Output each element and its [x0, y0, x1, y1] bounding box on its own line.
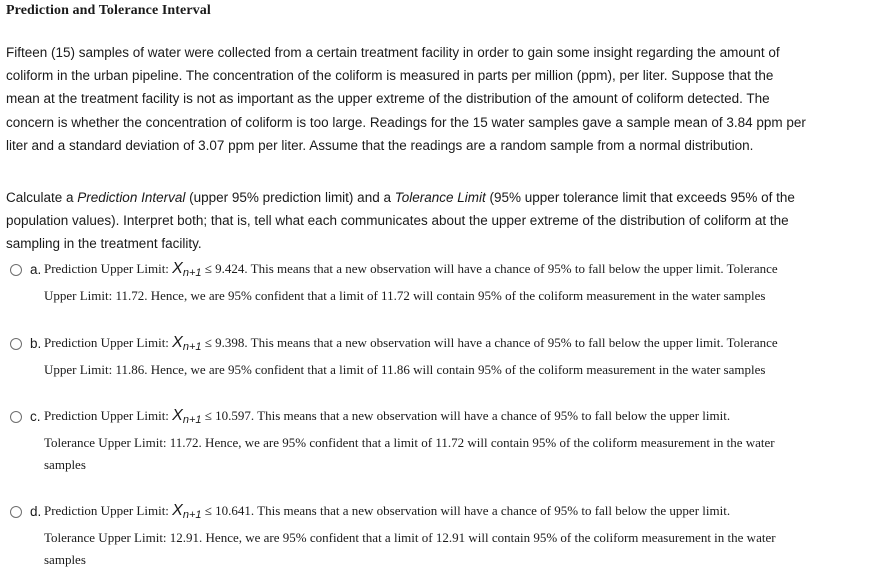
- option-line: samples: [44, 457, 86, 472]
- prediction-bound: ≤ 10.597. This means that a new observation will have a chance of 95% to fall below the upper limit.: [201, 408, 731, 423]
- prediction-label: Prediction Upper Limit:: [44, 408, 173, 423]
- option-line: samples: [44, 552, 86, 567]
- x-subscript: n+1: [182, 341, 202, 353]
- option-line: Tolerance Upper Limit: 12.91. Hence, we are 95% confident that a limit of 12.91 will contain 95% of the coliform measurement in the water: [44, 530, 776, 545]
- radio-button-c[interactable]: [10, 411, 22, 423]
- prediction-label: Prediction Upper Limit:: [44, 261, 173, 276]
- option-text: [44, 262, 882, 309]
- statement-line: coliform in the urban pipeline. The concentration of the coliform is measured in parts per million (ppm), per liter. Suppose that the: [6, 68, 774, 84]
- problem-statement: [6, 41, 878, 157]
- x-subscript: n+1: [182, 414, 202, 426]
- prediction-bound: ≤ 10.641. This means that a new observation will have a chance of 95% to fall below the upper limit.: [201, 503, 731, 518]
- radio-button-a[interactable]: [10, 264, 22, 276]
- option-line: [44, 330, 882, 357]
- prediction-label: Prediction Upper Limit:: [44, 335, 173, 350]
- option-line: Upper Limit: 11.86. Hence, we are 95% confident that a limit of 11.86 will contain 95% of the coliform measurement in the water samples: [44, 362, 766, 377]
- option-letter: d.: [30, 504, 42, 519]
- question-title: Prediction and Tolerance Interval: [6, 3, 211, 18]
- option-text: [44, 504, 882, 573]
- x-variable: X: [172, 407, 183, 424]
- x-variable: X: [172, 502, 183, 519]
- prediction-bound: ≤ 9.424. This means that a new observation will have a chance of 95% to fall below the upper limit. Tolerance: [201, 261, 778, 276]
- radio-button-d[interactable]: [10, 506, 22, 518]
- option-text: [44, 409, 882, 478]
- prompt-mid: (upper 95% prediction limit) and a: [185, 190, 395, 205]
- prompt-line: [6, 186, 878, 209]
- option-line: [44, 498, 882, 525]
- x-variable: X: [172, 334, 183, 351]
- prompt-line: population values). Interpret both; that is, tell what each communicates about the upper extreme of the distribution of coliform at the: [6, 213, 789, 229]
- prompt-line: sampling in the treatment facility.: [6, 236, 202, 252]
- statement-line: mean at the treatment facility is not as important as the upper extreme of the distribution of the amount of coliform detected. The: [6, 91, 770, 107]
- tolerance-limit-term: Tolerance Limit: [394, 190, 486, 205]
- x-subscript: n+1: [182, 509, 202, 521]
- option-text: [44, 336, 882, 383]
- option-line: Upper Limit: 11.72. Hence, we are 95% confident that a limit of 11.72 will contain 95% of the coliform measurement in the water samples: [44, 288, 766, 303]
- radio-button-b[interactable]: [10, 338, 22, 350]
- option-letter: b.: [30, 336, 42, 351]
- prediction-label: Prediction Upper Limit:: [44, 503, 173, 518]
- x-subscript: n+1: [182, 267, 202, 279]
- x-variable: X: [172, 260, 183, 277]
- statement-line: concern is whether the concentration of coliform is too large. Readings for the 15 water samples gave a sample mean of 3.84 ppm per: [6, 114, 806, 130]
- prompt-prefix: Calculate a: [6, 190, 78, 205]
- prediction-bound: ≤ 9.398. This means that a new observation will have a chance of 95% to fall below the upper limit. Tolerance: [201, 335, 778, 350]
- prediction-interval-term: Prediction Interval: [77, 190, 186, 205]
- statement-line: liter and a standard deviation of 3.07 ppm per liter. Assume that the readings are a random sample from a normal distribution.: [6, 137, 754, 153]
- statement-line: Fifteen (15) samples of water were collected from a certain treatment facility in order to gain some insight regarding the amount of: [6, 45, 780, 60]
- question-prompt: [6, 186, 878, 256]
- prompt-line1-end: (95% upper tolerance limit that exceeds 95% of the: [485, 190, 795, 205]
- option-letter: c.: [30, 409, 41, 424]
- option-line: [44, 256, 882, 283]
- option-line: [44, 403, 882, 430]
- option-letter: a.: [30, 262, 42, 277]
- option-line: Tolerance Upper Limit: 11.72. Hence, we are 95% confident that a limit of 11.72 will contain 95% of the coliform measurement in the water: [44, 435, 775, 450]
